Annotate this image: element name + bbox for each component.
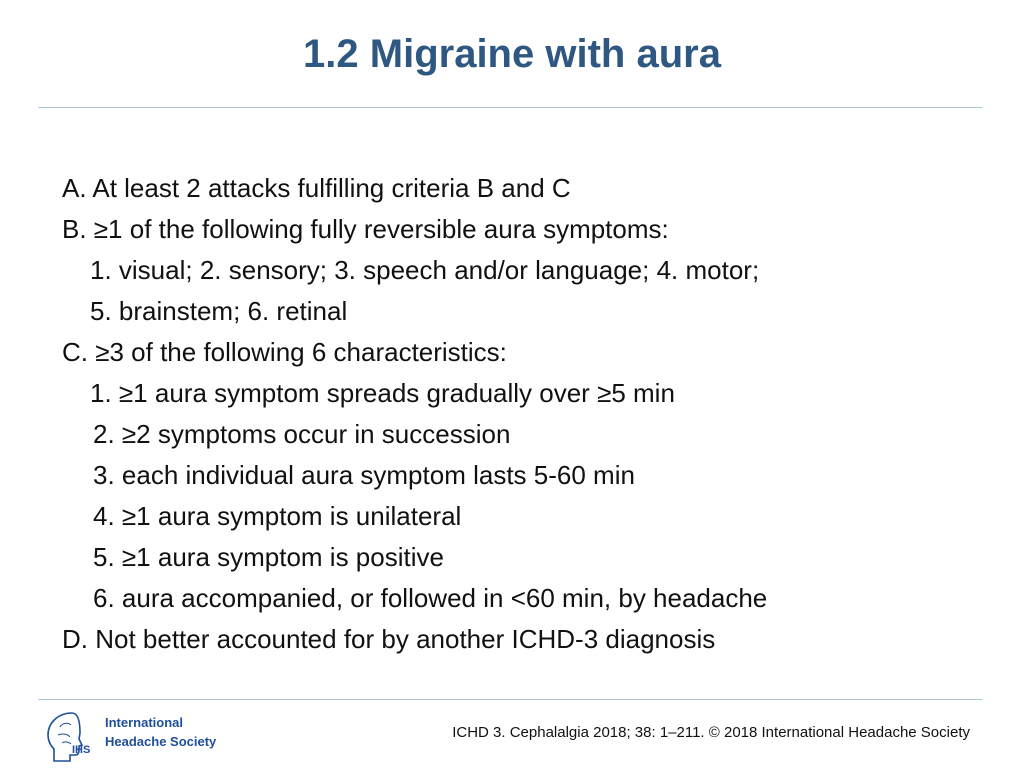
criterion-c-item-2: 2. ≥2 symptoms occur in succession <box>93 419 511 449</box>
slide-title: 1.2 Migraine with aura <box>303 32 721 76</box>
criterion-c-item-4: 4. ≥1 aura symptom is unilateral <box>93 501 462 531</box>
citation: ICHD 3. Cephalalgia 2018; 38: 1–211. © 2018 International Headache Society <box>452 724 970 741</box>
criterion-b-items: 1. visual; 2. sensory; 3. speech and/or language; 4. motor; <box>90 255 760 285</box>
criterion-c-item-1: 1. ≥1 aura symptom spreads gradually over ≥5 min <box>90 378 675 408</box>
title-divider <box>38 107 982 108</box>
logo-wordmark <box>105 713 216 751</box>
criterion-c: C. ≥3 of the following 6 characteristics: <box>62 337 507 367</box>
logo-line-1: International <box>105 715 184 730</box>
logo-line-2: Headache Society <box>105 734 217 749</box>
ihs-logo <box>42 709 242 763</box>
criterion-b: B. ≥1 of the following fully reversible aura symptoms: <box>62 214 669 244</box>
criterion-a: A. At least 2 attacks fulfilling criteria B and C <box>62 173 571 203</box>
criterion-d: D. Not better accounted for by another ICHD-3 diagnosis <box>62 624 716 654</box>
head-profile-icon <box>42 709 102 763</box>
svg-text:IHS: IHS <box>72 744 91 756</box>
diagnostic-criteria <box>62 168 982 660</box>
criterion-c-item-3: 3. each individual aura symptom lasts 5-60 min <box>93 460 635 490</box>
criterion-c-item-6: 6. aura accompanied, or followed in <60 min, by headache <box>93 583 768 613</box>
criterion-b-items: 5. brainstem; 6. retinal <box>90 296 348 326</box>
footer-divider <box>38 699 982 700</box>
criterion-c-item-5: 5. ≥1 aura symptom is positive <box>93 542 444 572</box>
